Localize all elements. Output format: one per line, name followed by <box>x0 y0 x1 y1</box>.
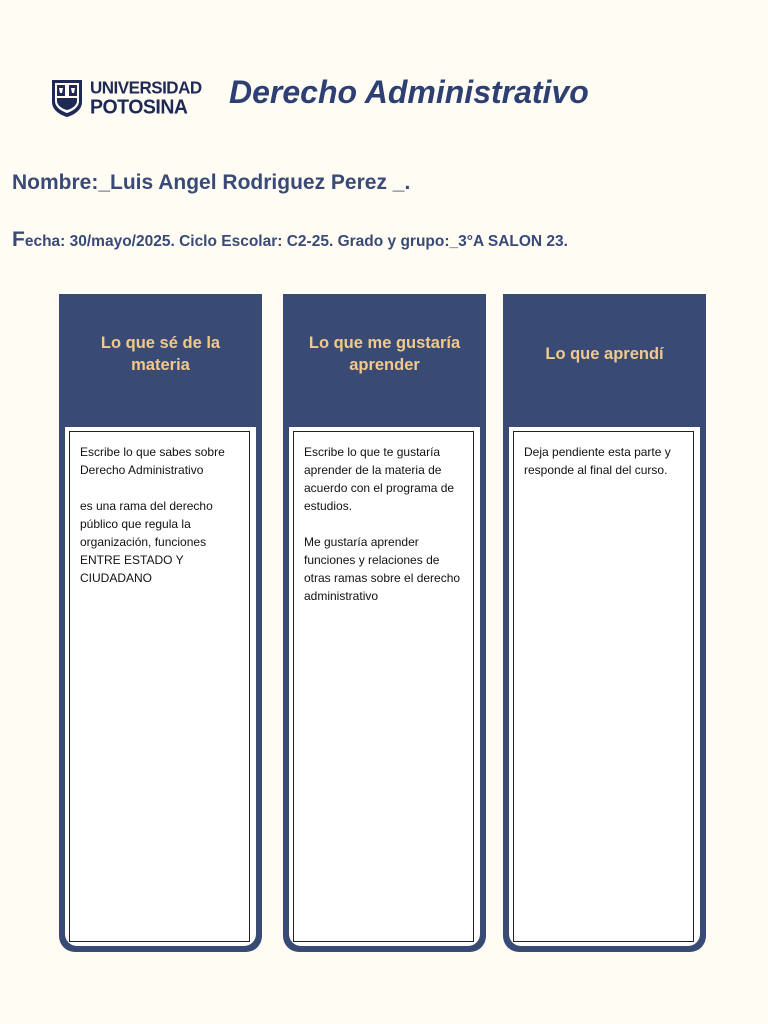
answer-box <box>69 431 250 942</box>
answer-text: Escribe lo que te gustaría aprender de la materia de acuerdo con el programa de estudios. Me gustaría aprender funciones y relaciones de otras ramas sobre el derecho administrativo <box>304 445 461 603</box>
logo-line-2: POTOSINA <box>90 95 188 119</box>
column-header: Lo que me gustaría aprender <box>308 334 461 374</box>
answer-text: Deja pendiente esta parte y responde al final del curso. <box>524 445 671 477</box>
document-title: Derecho Administrativo <box>229 74 589 110</box>
university-logo <box>50 76 202 120</box>
date-text: echa: 30/mayo/2025. Ciclo Escolar: C2-25. Grado y grupo:_3°A SALON 23. <box>24 233 568 250</box>
answer-box <box>293 431 474 942</box>
column-learned <box>503 294 706 952</box>
column-header: Lo que aprendí <box>545 345 664 363</box>
column-header: Lo que sé de la materia <box>100 334 221 374</box>
answer-text: Escribe lo que sabes sobre Derecho Administrativo es una rama del derecho público que regula la organización, funciones ENTRE ESTADO Y CIUDADANO <box>80 445 225 585</box>
shield-icon <box>50 78 84 118</box>
date-line <box>12 228 568 252</box>
column-know <box>59 294 262 952</box>
column-want <box>283 294 486 952</box>
date-first-letter: F <box>12 228 25 251</box>
student-name-line: Nombre:_Luis Angel Rodriguez Perez _. <box>12 171 411 194</box>
answer-box <box>513 431 694 942</box>
logo-line-1: UNIVERSIDAD <box>90 77 202 98</box>
